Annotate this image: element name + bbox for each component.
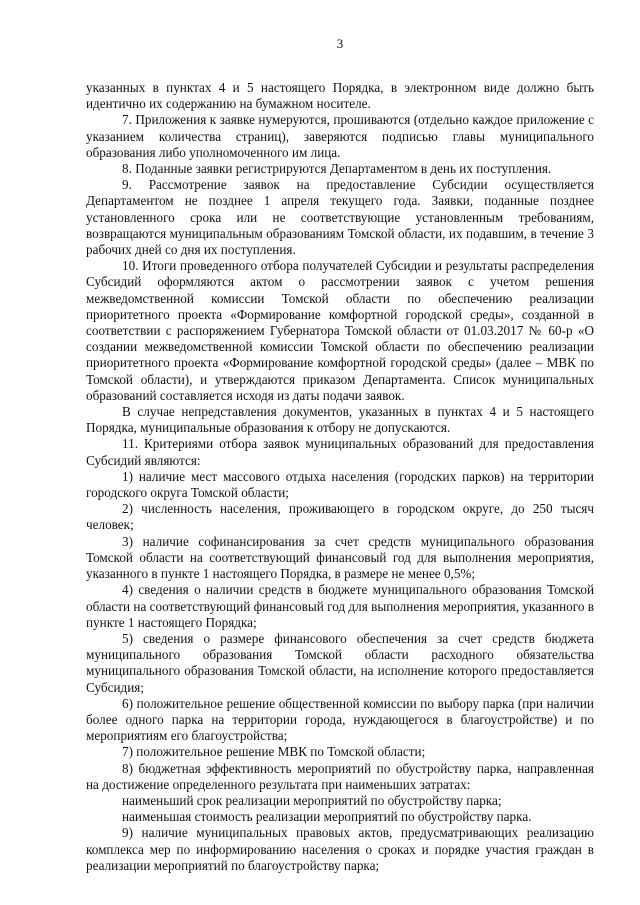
paragraph-9: 9. Рассмотрение заявок на предоставление Субсидии осуществляется Департаментом не позднее 1 апреля текущего года. Заявки, поданные позднее установленного срока или не соответствующие установленным требованиям, возвращаются муниципальным образованиям Томской области, их подавшим, в течение 3 рабочих дней со дня их поступления. (86, 177, 594, 258)
criterion-4: 4) сведения о наличии средств в бюджете муниципального образования Томской области на соответствующий финансовый год для выполнения мероприятия, указанного в пункте 1 настоящего Порядка; (86, 582, 594, 630)
criterion-2: 2) численность населения, проживающего в городском округе, до 250 тысяч человек; (86, 501, 594, 533)
criterion-6: 6) положительное решение общественной комиссии по выбору парка (при наличии более одного парка на территории города, нуждающегося в благоустройстве) и по мероприятиям его благоустройства; (86, 695, 594, 744)
criterion-8-sub-1: наименьший срок реализации мероприятий по обустройству парка; (122, 792, 502, 808)
criterion-7: 7) положительное решение МВК по Томской области; (122, 744, 426, 760)
criterion-9: 9) наличие муниципальных правовых актов, предусматривающих реализацию комплекса мер по информированию населения о сроках и порядке участия граждан в реализации мероприятий по благоустройству парка; (86, 825, 594, 873)
criterion-3: 3) наличие софинансирования за счет средств муниципального образования Томской области на соответствующий финансовый год для выполнения мероприятия, указанного в пункте 1 настоящего Порядка, в размере не менее 0,5%; (86, 533, 594, 582)
page-number: 3 (336, 36, 344, 51)
document-body (86, 80, 594, 874)
criterion-1: 1) наличие мест массового отдыха населения (городских парков) на территории городского округа Томской области; (86, 468, 594, 501)
criterion-8: 8) бюджетная эффективность мероприятий по обустройству парка, направленная на достижение определенного результата при наименьших затратах: (86, 760, 594, 792)
paragraph-8: 8. Поданные заявки регистрируются Департаментом в день их поступления. (122, 161, 552, 177)
criterion-5: 5) сведения о размере финансового обеспечения за счет средств бюджета муниципального образования Томской области расходного обязательства муниципального образования Томской области, на исполнение которого предоставляется Субсидия; (86, 630, 594, 695)
paragraph-10-note: В случае непредставления документов, указанных в пунктах 4 и 5 настоящего Порядка, муниципальные образования к отбору не допускаются. (86, 404, 594, 436)
paragraph-continuation: указанных в пунктах 4 и 5 настоящего Порядка, в электронном виде должно быть идентично их содержанию на бумажном носителе. (86, 80, 594, 112)
paragraph-11: 11. Критериями отбора заявок муниципальных образований для предоставления Субсидий являются: (86, 436, 594, 468)
paragraph-7: 7. Приложения к заявке нумеруются, прошиваются (отдельно каждое приложение с указанием количества страниц), заверяются подписью главы муниципального образования либо уполномоченного им лица. (86, 112, 594, 160)
criterion-8-sub-2: наименьшая стоимость реализации мероприятий по обустройству парка. (122, 809, 532, 825)
paragraph-10: 10. Итоги проведенного отбора получателей Субсидии и результаты распределения Субсидий оформляются актом о рассмотрении заявок с учетом решения межведомственной комиссии Томской области по обеспечению реализации приоритетного проекта «Формирование комфортной городской среды», созданной в соответствии с распоряжением Губернатора Томской области от 01.03.2017 № 60-р «О создании межведомственной комиссии Томской области по обеспечению реализации приоритетного проекта «Формирование комфортной городской среды» (далее – МВК по Томской области), и утверждаются приказом Департамента. Список муниципальных образований составляется исходя из даты подачи заявок. (86, 258, 594, 403)
